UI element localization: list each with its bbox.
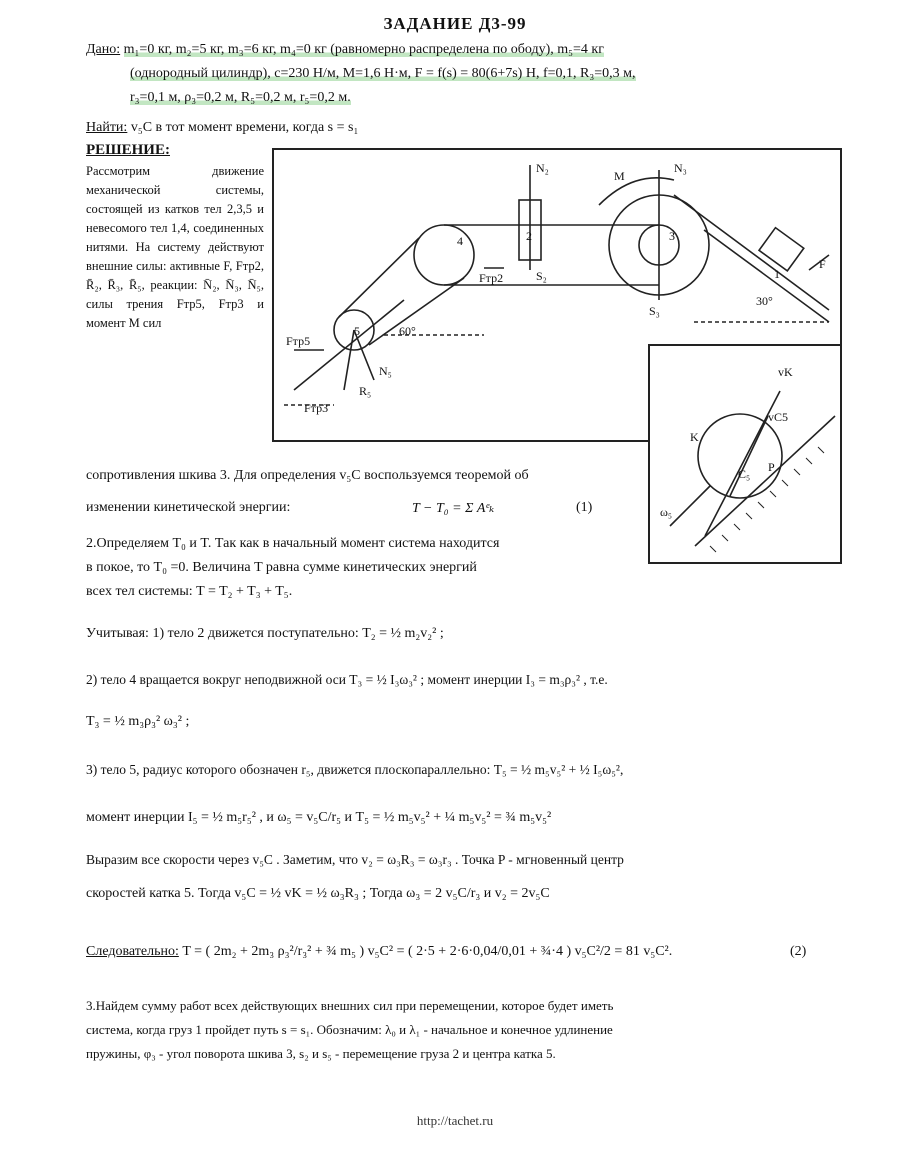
- label-k: K: [690, 430, 699, 444]
- label-three: 3: [669, 229, 675, 243]
- para-11a: 3.Найдем сумму работ всех действующих внешних сил при перемещении, которое будет иметь: [86, 998, 614, 1013]
- label-five: 5: [354, 324, 360, 338]
- page-title: ЗАДАНИЕ Д3-99: [383, 14, 527, 33]
- given-text-3: r₃=0,1 м, ρ₃=0,2 м, R₅=0,2 м, r₅=0,2 м.: [130, 90, 351, 105]
- label-one: 1: [774, 267, 780, 281]
- label-a30: 30°: [756, 294, 773, 308]
- roller-detail-svg: [650, 346, 840, 562]
- label-n5: N₅: [379, 364, 392, 378]
- label-s2: S₂: [536, 269, 547, 283]
- label-a60: 60°: [399, 324, 416, 338]
- para-8: Выразим все скорости через v₅C . Заметим, что v₂ = ω₃R₃ = ω₃r₃ . Точка P - мгновенный центр: [86, 852, 624, 867]
- label-ftr5: Fтр5: [286, 334, 311, 348]
- label-two: 2: [526, 229, 532, 243]
- para-5: T₃ = ½ m₃ρ₃² ω₃² ;: [86, 714, 190, 729]
- roller-detail-incline: [695, 416, 835, 546]
- label-vc5: vC5: [768, 410, 789, 424]
- equation-1: T − T₀ = Σ Aᵉₖ: [412, 501, 495, 516]
- find-line: [86, 120, 358, 136]
- equation-1-number: (1): [576, 500, 593, 515]
- para-10: [86, 944, 672, 960]
- para-11c: пружины, φ₃ - угол поворота шкива 3, s₂ и s₅ - перемещение груза 2 и центра катка 5.: [86, 1046, 556, 1061]
- label-r5: R₅: [359, 384, 372, 398]
- label-ftr3: Fтр3: [304, 401, 329, 415]
- find-text: v₅C в тот момент времени, когда s = s₁: [130, 120, 359, 135]
- para-2c: всех тел системы: T = T₂ + T₃ + T₅.: [86, 584, 293, 599]
- label-p: P: [768, 460, 775, 474]
- block-1: [759, 228, 804, 271]
- label-n3: N₃: [674, 161, 687, 175]
- para-11b: система, когда груз 1 пройдет путь s = s₁. Обозначим: λ₀ и λ₁ - начальное и конечное удлинение: [86, 1022, 613, 1037]
- para-2b: в покое, то T₀ =0. Величина T равна сумме кинетических энергий: [86, 560, 477, 575]
- para-10-label: Следовательно:: [86, 944, 179, 959]
- given-label: Дано:: [86, 42, 121, 57]
- para-4: 2) тело 4 вращается вокруг неподвижной оси T₃ = ½ I₃ω₃² ; момент инерции I₃ = m₃ρ₃² , т.е.: [86, 672, 608, 687]
- solution-side-text: Рассмотрим движение механической системы, состоящей из катков тел 2,3,5 и невесомого тел 1,4, соединенных нитями. На систему действуют внешние силы: активные F, Fтр2, R̄₂, R̄₃, R̄₅, реакции: N̄₂, N̄₃, N̄₅, силы трения Fтр5, Fтр3 и момент M сил: [86, 164, 264, 330]
- para-6: 3) тело 5, радиус которого обозначен r₅, движется плоскопараллельно: T₅ = ½ m₅v₅² + ½ I₅ω₅²,: [86, 762, 624, 777]
- label-vk: vK: [778, 365, 793, 379]
- label-n2: N₂: [536, 161, 549, 175]
- para-2a: 2.Определяем T₀ и T. Так как в начальный момент система находится: [86, 536, 500, 551]
- label-omega: ω₅: [660, 505, 673, 519]
- find-label: Найти:: [86, 120, 128, 135]
- label-ftr2: Fтр2: [479, 271, 504, 285]
- given-text-2: (однородный цилиндр), c=230 Н/м, M=1,6 Н·м, F = f(s) = 80(6+7s) Н, f=0,1, R₃=0,3 м,: [130, 66, 636, 81]
- label-m: M: [614, 169, 625, 183]
- footer-url: http://tachet.ru: [416, 1113, 494, 1128]
- solution-cont-2: изменении кинетической энергии:: [86, 500, 291, 515]
- solution-label: РЕШЕНИЕ:: [86, 142, 170, 158]
- para-7: момент инерции I₅ = ½ m₅r₅² , и ω₅ = v₅C/r₅ и T₅ = ½ m₅v₅² + ¼ m₅v₅² = ¾ m₅v₅²: [86, 810, 552, 825]
- given-line-1: [86, 42, 604, 58]
- pulley-4: [414, 225, 474, 285]
- given-line-3: [130, 90, 351, 106]
- equation-2-number: (2): [790, 944, 807, 959]
- label-s3: S₃: [649, 304, 660, 318]
- label-f: F: [819, 257, 826, 271]
- para-10-text: T = ( 2m₂ + 2m₃ ρ₃²/r₃² + ¾ m₅ ) v₅C² = ( 2·5 + 2·6·0,04/0,01 + ¾·4 ) v₅C²/2 = 81 v₅C².: [182, 944, 673, 959]
- roller-detail-circle: [698, 414, 782, 498]
- label-c5: C₅: [738, 467, 751, 481]
- solution-cont-1: сопротивления шкива 3. Для определения v₅C воспользуемся теоремой об: [86, 468, 529, 483]
- label-four: 4: [457, 234, 463, 248]
- roller-detail-diagram: [648, 344, 842, 564]
- para-3: Учитывая: 1) тело 2 движется поступательно: T₂ = ½ m₂v₂² ;: [86, 626, 444, 641]
- given-text-1: m₁=0 кг, m₂=5 кг, m₃=6 кг, m₄=0 кг (равномерно распределена по ободу), m₅=4 кг: [123, 42, 604, 57]
- para-9: скоростей катка 5. Тогда v₅C = ½ vK = ½ ω₃R₃ ; Тогда ω₃ = 2 v₅C/r₃ и v₂ = 2v₅C: [86, 886, 550, 901]
- given-line-2: [130, 66, 636, 82]
